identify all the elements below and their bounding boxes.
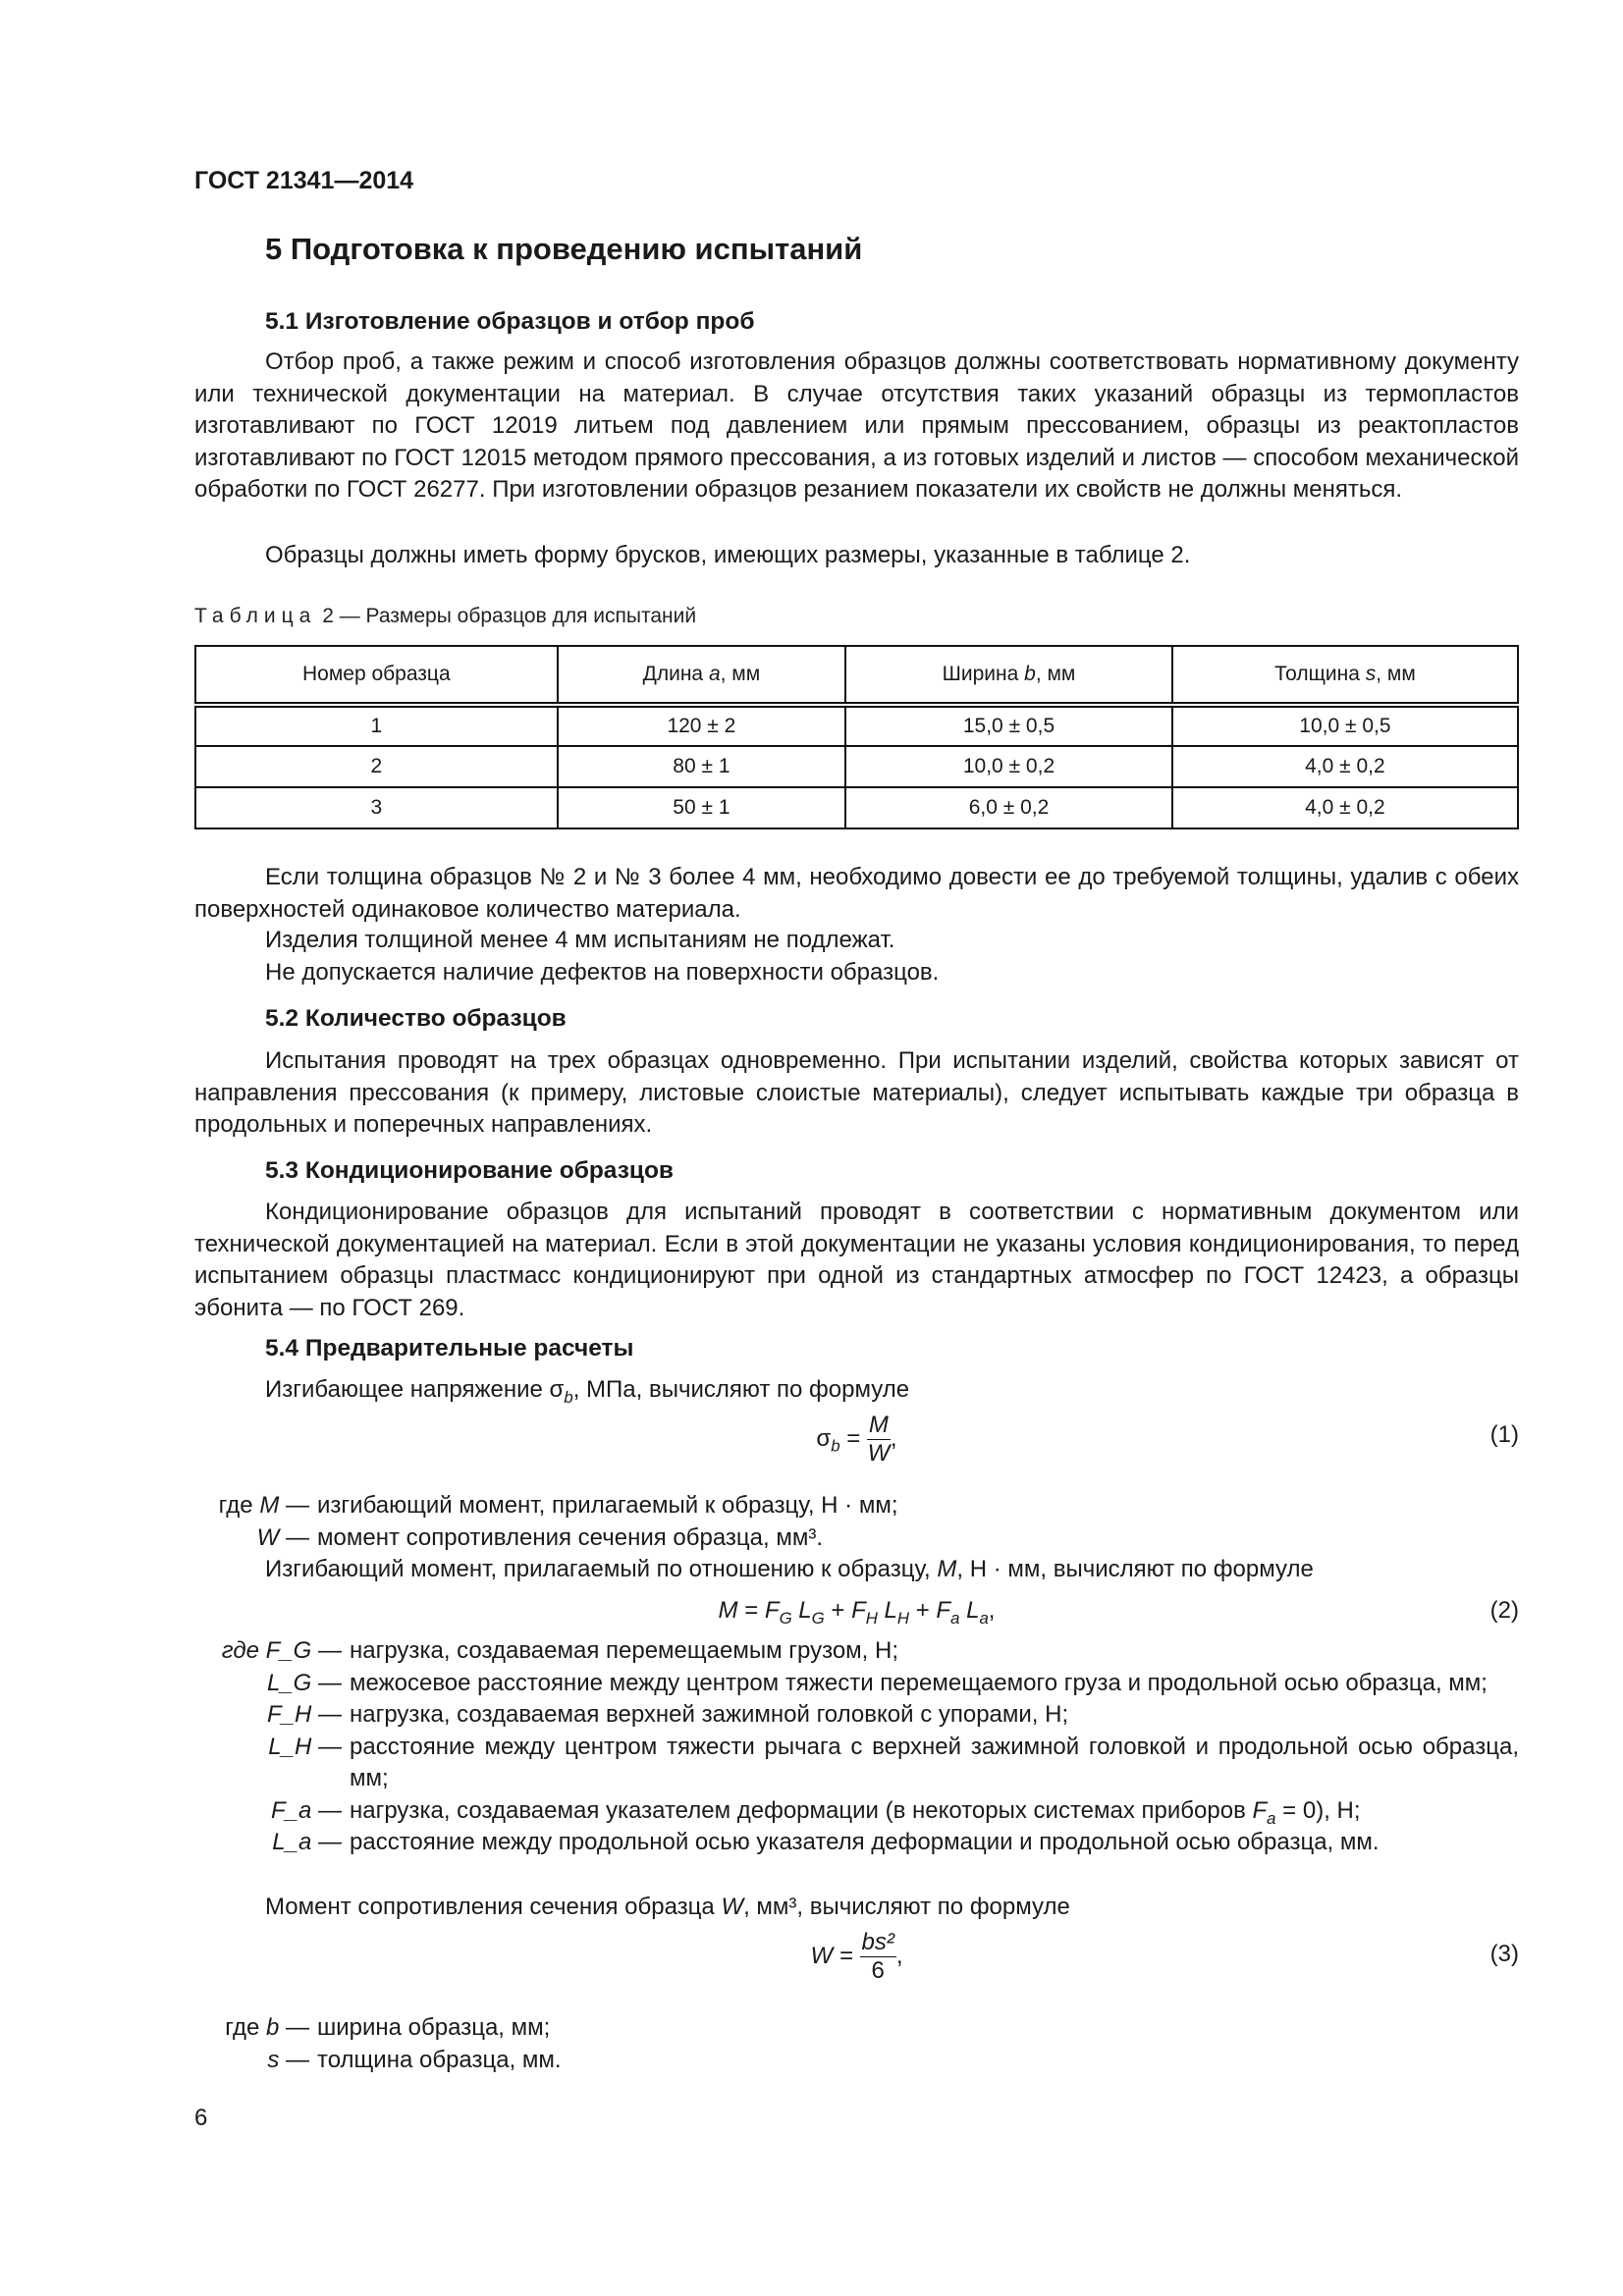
formula-1: $\sigma_b$ = $\frac{M}{W}$ , (1) xyxy=(816,1412,1519,1467)
paragraph: Момент сопротивления сечения образца W, мм³, вычисляют по формуле xyxy=(265,1894,1070,1920)
table-caption-text: 2 — Размеры образцов для испытаний xyxy=(322,605,697,627)
equation-number: (3) xyxy=(1489,1941,1519,1967)
definition-term: s — xyxy=(267,2046,309,2073)
subsection-5-1-title: 5.1 Изготовление образцов и отбор проб xyxy=(265,308,755,335)
column-header: Номер образца xyxy=(195,646,558,705)
section-title: 5 Подготовка к проведению испытаний xyxy=(265,232,863,266)
column-header: Толщина s, мм xyxy=(1172,646,1518,705)
definition-term: где M — xyxy=(218,1492,309,1519)
paragraph: Изгибающий момент, прилагаемый по отношению к образцу, M, Н · мм, вычисляют по формуле xyxy=(265,1556,1314,1582)
definition-list xyxy=(194,1635,1519,1859)
definition-term: где F_G — xyxy=(221,1637,342,1664)
cell: 50 ± 1 xyxy=(558,787,846,828)
definition-text: нагрузка, создаваемая перемещаемым грузом, Н; xyxy=(350,1637,899,1664)
definition-term: L_a — xyxy=(272,1829,342,1855)
definition-text: нагрузка, создаваемая верхней зажимной головкой с упорами, Н; xyxy=(350,1701,1069,1728)
definition-text: ширина образца, мм; xyxy=(317,2014,551,2041)
cell: 15,0 ± 0,5 xyxy=(845,705,1172,746)
equation-number: (1) xyxy=(1489,1421,1519,1448)
subsection-5-2-title: 5.2 Количество образцов xyxy=(265,1005,567,1032)
cell: 120 ± 2 xyxy=(558,705,846,746)
definition-text: межосевое расстояние между центром тяжести перемещаемого груза и продольной осью образца, мм; xyxy=(350,1669,1488,1696)
definition-text: изгибающий момент, прилагаемый к образцу, Н · мм; xyxy=(317,1492,898,1519)
formula-2: $M = F_G$ $L_G + F_H$ $L_H + F_a$ $L_a$, (2) xyxy=(718,1597,1519,1628)
paragraph xyxy=(194,862,1519,926)
table-caption xyxy=(194,601,696,633)
table-row xyxy=(195,787,1518,828)
cell: 2 xyxy=(195,746,558,787)
table-row xyxy=(195,746,1518,787)
definition-list xyxy=(194,2012,1519,2076)
definition-term: F_a — xyxy=(270,1796,342,1824)
paragraph xyxy=(194,1197,1519,1324)
formula-3: W = $\frac{\text{bs²}}{6}$ , (3) xyxy=(810,1929,1519,1984)
definition-term: где b — xyxy=(225,2014,309,2041)
definition-text: расстояние между центром тяжести рычага с верхней зажимной головкой и продольной осью образца, мм; xyxy=(350,1733,1519,1791)
paragraph: Образцы должны иметь форму брусков, имеющих размеры, указанные в таблице 2. xyxy=(265,542,1191,568)
paragraph-text: Испытания проводят на трех образцах одновременно. При испытании изделий, свойства которых зависят от направления прессования (к примеру, листовые слоистые материалы), следует испытывать каждые три образца в продольных и поперечных направлениях. xyxy=(194,1047,1519,1138)
cell: 10,0 ± 0,5 xyxy=(1172,705,1518,746)
dimensions-table xyxy=(194,645,1519,829)
paragraph-text: Отбор проб, а также режим и способ изготовления образцов должны соответствовать нормативному документу или технической документации на материал. В случае отсутствия таких указаний образцы из термопластов изготавливают по ГОСТ 12019 литьем под давлением или прямым прессованием, образцы из реактопластов изготавливают по ГОСТ 12015 методом прямого прессования, а из готовых изделий и листов — способом механической обработки по ГОСТ 26277. При изготовлении образцов резанием показатели их свойств не должны меняться. xyxy=(194,348,1519,503)
paragraph: Изделия толщиной менее 4 мм испытаниям не подлежат. xyxy=(265,927,895,953)
cell: 10,0 ± 0,2 xyxy=(845,746,1172,787)
definition-text: нагрузка, создаваемая указателем деформации (в некоторых системах приборов $F_a = 0$), Н; xyxy=(350,1796,1361,1828)
definition-text: расстояние между продольной осью указателя деформации и продольной осью образца, мм. xyxy=(350,1829,1380,1855)
column-header: Длина a, мм xyxy=(558,646,846,705)
definition-text: момент сопротивления сечения образца, мм³. xyxy=(317,1523,824,1551)
paragraph-text: Кондиционирование образцов для испытаний проводят в соответствии с нормативным документом или технической документацией на материал. Если в этой документации не указаны условия кондиционирования, то перед испытанием образцы пластмасс кондиционируют при одной из стандартных атмосфер по ГОСТ 12423, а образцы эбонита — по ГОСТ 269. xyxy=(194,1199,1519,1321)
cell: 4,0 ± 0,2 xyxy=(1172,787,1518,828)
definition-term: W — xyxy=(256,1523,309,1551)
paragraph: Не допускается наличие дефектов на поверхности образцов. xyxy=(265,959,940,986)
document-header: ГОСТ 21341—2014 xyxy=(194,167,414,194)
page-number: 6 xyxy=(194,2105,208,2131)
equation-number: (2) xyxy=(1489,1597,1519,1624)
definition-term: L_G — xyxy=(266,1669,342,1696)
column-header: Ширина b, мм xyxy=(845,646,1172,705)
definition-list xyxy=(194,1490,1519,1554)
definition-term: L_H — xyxy=(268,1733,342,1760)
subsection-5-3-title: 5.3 Кондиционирование образцов xyxy=(265,1157,674,1184)
definition-term: F_H — xyxy=(266,1701,342,1728)
cell: 6,0 ± 0,2 xyxy=(845,787,1172,828)
paragraph-text: Если толщина образцов № 2 и № 3 более 4 мм, необходимо довести ее до требуемой толщины, удалив с обеих поверхностей одинаковое количество материала. xyxy=(194,864,1519,923)
paragraph: Изгибающее напряжение $\sigma_b$, МПа, вычисляют по формуле xyxy=(265,1376,910,1407)
table-row xyxy=(195,705,1518,746)
cell: 3 xyxy=(195,787,558,828)
table-caption-label: Таблица xyxy=(194,605,317,627)
cell: 80 ± 1 xyxy=(558,746,846,787)
paragraph xyxy=(194,347,1519,507)
cell: 4,0 ± 0,2 xyxy=(1172,746,1518,787)
cell: 1 xyxy=(195,705,558,746)
subsection-5-4-title: 5.4 Предварительные расчеты xyxy=(265,1335,634,1362)
paragraph xyxy=(194,1045,1519,1142)
definition-text: толщина образца, мм. xyxy=(317,2046,562,2073)
